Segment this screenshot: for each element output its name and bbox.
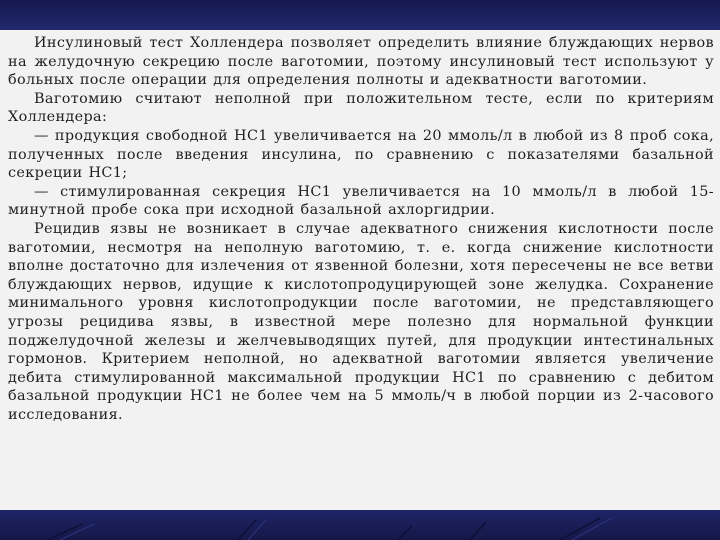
- top-frame-band: [0, 0, 720, 30]
- document-text: [8, 34, 714, 424]
- criterion-item-free-hcl: — продукция свободной НС1 увеличивается на 20 ммоль/л в любой из 8 проб сока, полученных после введения инсулина, по сравнению с показателями базальной секреции НС1;: [8, 127, 714, 182]
- paragraph-ulcer-recurrence: Рецидив язвы не возникает в случае адекватного снижения кислотности после ваготомии, несмотря на неполную ваготомию, т. е. когда снижение кислотности вполне достаточно для излечения от язвенной болезни, хотя пересечены не все ветви блуждающих нервов, идущие к кислотопродуцирующей зоне желудка. Сохранение минимального уровня кислотопродукции после ваготомии, не представляющего угрозы рецидива язвы, в известной мере полезно для нормальной функции поджелудочной железы и желчевыводящих путей, для продукции интестинальных гормонов. Критерием неполной, но адекватной ваготомии является увеличение дебита стимулированной максимальной продукции НС1 по сравнению с дебитом базальной продукции НС1 не более чем на 5 ммоль/ч в любой порции из 2-часового исследования.: [8, 220, 714, 423]
- criterion-item-stimulated-secretion: — стимулированная секреция НС1 увеличивается на 10 ммоль/л в любой 15-минутной пробе сока при исходной базальной ахлоргидрии.: [8, 183, 714, 219]
- paragraph-hollander-test: Инсулиновый тест Холлендера позволяет определить влияние блуждающих нервов на желудочную секрецию после ваготомии, поэтому инсулиновый тест используют у больных после операции для определения полноты и адекватности ваготомии.: [8, 35, 714, 89]
- document-page: [0, 30, 720, 510]
- decorative-lines: [0, 510, 720, 540]
- paragraph-incomplete-vagotomy: Ваготомию считают неполной при положительном тесте, если по критериям Холлендера:: [8, 90, 714, 126]
- bottom-frame-band: [0, 510, 720, 540]
